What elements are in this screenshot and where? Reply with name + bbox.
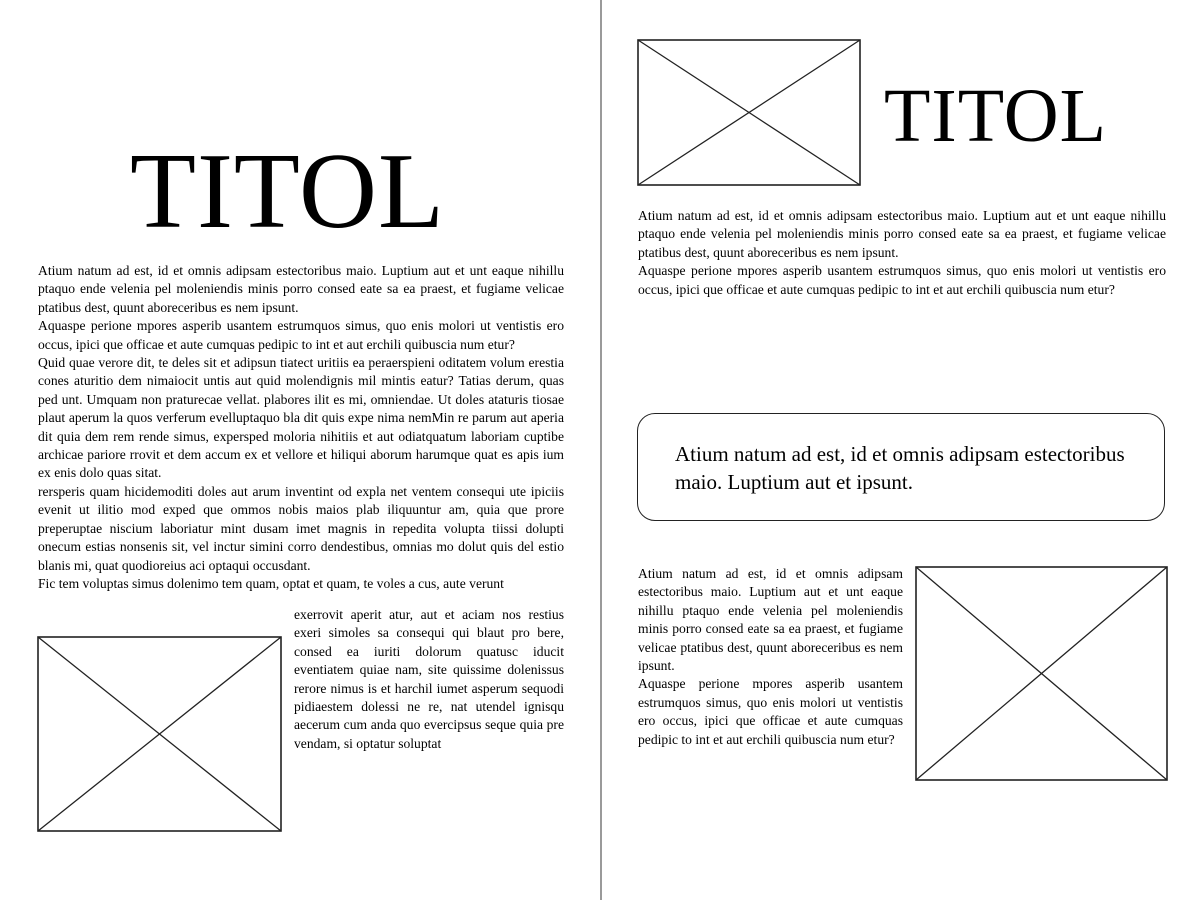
page-title: TITOL — [130, 132, 445, 251]
paragraph: Atium natum ad est, id et omnis adipsam estectoribus maio. Luptium aut et unt eaque nihillu ptaquo ende velenia pel moleniendis minis porro consed eate sa ea praest, et fugiame velicae ptatibus dest, quunt aboreceribus es nem ipsunt. — [638, 566, 903, 674]
wrapped-text — [294, 606, 564, 753]
paragraph: Aquaspe perione mpores asperib usantem estrumquos simus, quo enis molori ut ventistis ero occus, ipici que officae et aute cumquas pedipic to int et aut erchili quibuscia num etur? — [638, 676, 903, 747]
paragraph: Atium natum ad est, id et omnis adipsam estectoribus maio. Luptium aut et unt eaque nihillu ptaquo ende velenia pel moleniendis minis porro consed eate sa ea praest, et fugiame velicae ptatibus dest, quunt aboreceribus es nem ipsunt. — [38, 263, 564, 315]
image-placeholder — [637, 39, 861, 186]
right-page — [602, 0, 1200, 900]
paragraph: exerrovit aperit atur, aut et aciam nos restius exeri simoles sa consequi qui blaut pro bere, consed ea iuriti dolorum quatusc iducit eventiatem quiae nam, site quissime dolenissus rerore nimus is et harchil iumet asperum sequodi pidiaestem dolessi ne re, nat utendel ignisqu aecerum cum anda quo evercipsus seque quia pre vendam, si optatur soluptat — [294, 607, 564, 751]
paragraph: rersperis quam hicidemoditi doles aut arum inventint od expla net ventem consequi ute ipiciis evenit ut ilitio mod exped que ommos nobis maios plab iliquuntur am, quia que prore preperuptae niscium laboriatur mint dusam imet magnis in repedita volupta tiissi dolupti onecum estias nonsenis sit, vel inctur simini corro dendestibus, omnias mo dolut quis del estio blanis mi, quat quodioreius aci optaqui occusdant. — [38, 483, 564, 573]
paragraph: Aquaspe perione mpores asperib usantem estrumquos simus, quo enis molori ut ventistis ero occus, ipici que officae et aute cumquas pedipic to int et aut erchili quibuscia num etur? — [638, 263, 1166, 297]
image-placeholder — [37, 636, 282, 832]
paragraph: Quid quae verore dit, te deles sit et adipsun tiatect uritiis ea peraerspieni oditatem volum erestia cones aturitio dem nimaiocit untis aut quid molendignis mil mintis eatur? Tatias derum, quas ped unt. Umquam non praturecae vellat. plabores ilit es mi, omniendae. Ut doles ataturis tiosae plaut aperum la quos verferum evelluptaquo bla dit quis expe nima nemMin re parum aut aperia dit quia dem rem rende simus, expersped moloria nihitiis et aut odiatquatum laboriam cuptibe archicae pariore rrovit et dem accum ex et vellore et hiliqui aborum harumque quat es apis ium ex enis dolo quas sitat. — [38, 355, 564, 481]
body-text — [638, 565, 903, 749]
pull-quote-text: Atium natum ad est, id et omnis adipsam estectoribus maio. Luptium aut et ipsunt. — [675, 442, 1125, 494]
page-title: TITOL — [884, 74, 1108, 158]
paragraph: Fic tem voluptas simus dolenimo tem quam, optat et quam, te voles a cus, aute verunt — [38, 575, 504, 591]
body-text — [638, 207, 1166, 299]
image-placeholder — [915, 566, 1168, 781]
body-text — [38, 262, 564, 593]
paragraph: Aquaspe perione mpores asperib usantem estrumquos simus, quo enis molori ut ventistis ero occus, ipici que officae et aute cumquas pedipic to int et aut erchili quibuscia num etur? — [38, 318, 564, 352]
pull-quote-box — [637, 413, 1165, 521]
paragraph: Atium natum ad est, id et omnis adipsam estectoribus maio. Luptium aut et unt eaque nihillu ptaquo ende velenia pel moleniendis minis porro consed eate sa ea praest, et fugiame velicae ptatibus dest, quunt aboreceribus es nem ipsunt. — [638, 208, 1166, 260]
